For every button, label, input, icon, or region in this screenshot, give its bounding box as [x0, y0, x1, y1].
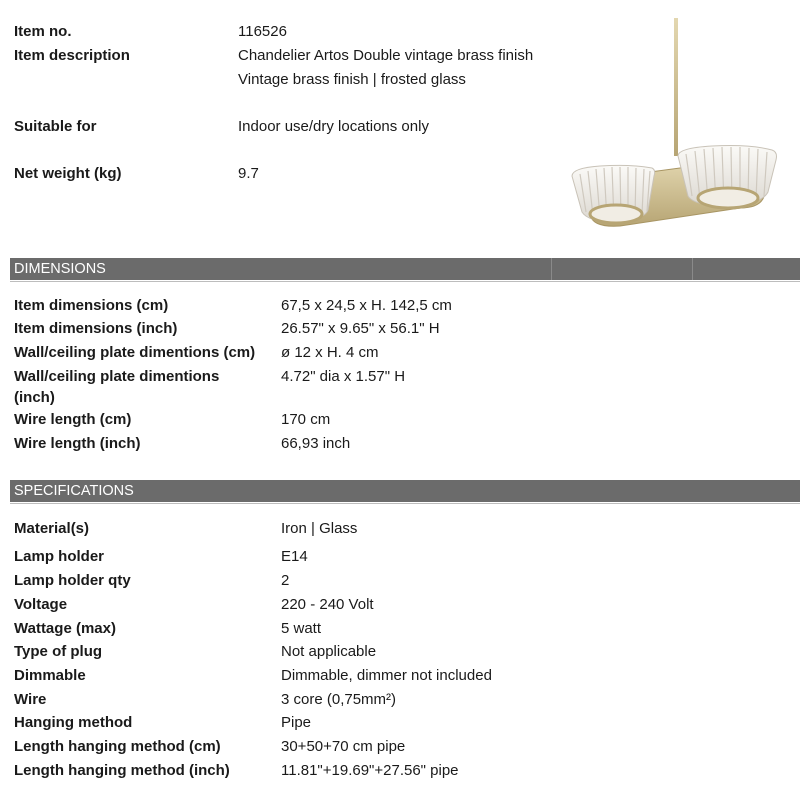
specifications-underline [10, 503, 800, 504]
weight-row [14, 162, 259, 185]
item-number-value: 116526 [238, 23, 287, 40]
dimension-label: Item dimensions (cm) [14, 297, 169, 314]
dimension-value: ø 12 x H. 4 cm [281, 344, 379, 361]
spec-label: Dimmable [14, 667, 86, 684]
spec-value: 3 core (0,75mm²) [281, 691, 397, 708]
dimension-label: Wire length (inch) [14, 435, 141, 452]
dimension-row [14, 317, 440, 340]
dimension-row-continued [14, 386, 55, 409]
item-description-label: Item description [14, 47, 130, 64]
spec-label: Length hanging method (inch) [14, 762, 230, 779]
weight-label: Net weight (kg) [14, 165, 122, 182]
spec-label: Wire [14, 691, 47, 708]
item-description-row [14, 44, 534, 67]
spec-value: E14 [281, 548, 308, 565]
spec-value: 220 - 240 Volt [281, 596, 374, 613]
item-number-label: Item no. [14, 23, 72, 40]
spec-value: Not applicable [281, 643, 377, 660]
specifications-header-text: SPECIFICATIONS [14, 483, 134, 499]
spec-value: Iron | Glass [281, 520, 358, 537]
spec-row [14, 759, 459, 782]
right-glass-shade [678, 146, 777, 209]
spec-row [14, 545, 308, 568]
product-image [560, 0, 800, 240]
dimension-row [14, 341, 379, 364]
dimensions-header-text: DIMENSIONS [14, 261, 106, 277]
header-divider [551, 258, 552, 280]
weight-value: 9.7 [238, 165, 259, 182]
suitable-row [14, 115, 429, 138]
dimension-row [14, 408, 331, 431]
spec-value: 2 [281, 572, 290, 589]
hanging-pipe [674, 18, 678, 156]
item-number-row [14, 20, 287, 43]
specifications-header [10, 480, 800, 502]
dimensions-header [10, 258, 800, 280]
dimensions-underline [10, 281, 800, 282]
left-glass-shade [572, 165, 655, 223]
dimension-value: 26.57" x 9.65" x 56.1" H [281, 320, 440, 337]
dimension-value: 4.72" dia x 1.57" H [281, 368, 406, 385]
spec-label: Voltage [14, 596, 68, 613]
spec-row [14, 711, 312, 734]
spec-label: Wattage (max) [14, 620, 116, 637]
dimension-row [14, 365, 406, 388]
item-description-value-1: Chandelier Artos Double vintage brass finish [238, 47, 534, 64]
spec-row [14, 664, 492, 687]
spec-row [14, 569, 290, 592]
dimension-label: Wire length (cm) [14, 411, 132, 428]
dimension-label: Wall/ceiling plate dimentions (cm) [14, 344, 256, 361]
dimension-value: 66,93 inch [281, 435, 351, 452]
spec-value: 11.81"+19.69"+27.56" pipe [281, 762, 459, 779]
spec-row [14, 640, 377, 663]
spec-label: Length hanging method (cm) [14, 738, 221, 755]
spec-value: Pipe [281, 714, 312, 731]
item-description-value-2: Vintage brass finish | frosted glass [238, 71, 466, 88]
spec-row [14, 593, 374, 616]
spec-value: Dimmable, dimmer not included [281, 667, 492, 684]
spec-label: Lamp holder [14, 548, 105, 565]
dimension-row [14, 294, 452, 317]
dimension-row [14, 432, 351, 455]
dimension-label-continued: (inch) [14, 389, 55, 406]
spec-row [14, 517, 358, 540]
dimension-label: Item dimensions (inch) [14, 320, 178, 337]
spec-label: Hanging method [14, 714, 133, 731]
spec-row [14, 688, 397, 711]
suitable-value: Indoor use/dry locations only [238, 118, 429, 135]
spec-row [14, 617, 322, 640]
spec-label: Lamp holder qty [14, 572, 131, 589]
header-divider [692, 258, 693, 280]
dimension-value: 67,5 x 24,5 x H. 142,5 cm [281, 297, 452, 314]
spec-label: Material(s) [14, 520, 90, 537]
spec-value: 5 watt [281, 620, 322, 637]
spec-label: Type of plug [14, 643, 103, 660]
dimension-value: 170 cm [281, 411, 331, 428]
spec-value: 30+50+70 cm pipe [281, 738, 406, 755]
suitable-label: Suitable for [14, 118, 97, 135]
spec-row [14, 735, 406, 758]
dimension-label: Wall/ceiling plate dimentions [14, 368, 220, 385]
